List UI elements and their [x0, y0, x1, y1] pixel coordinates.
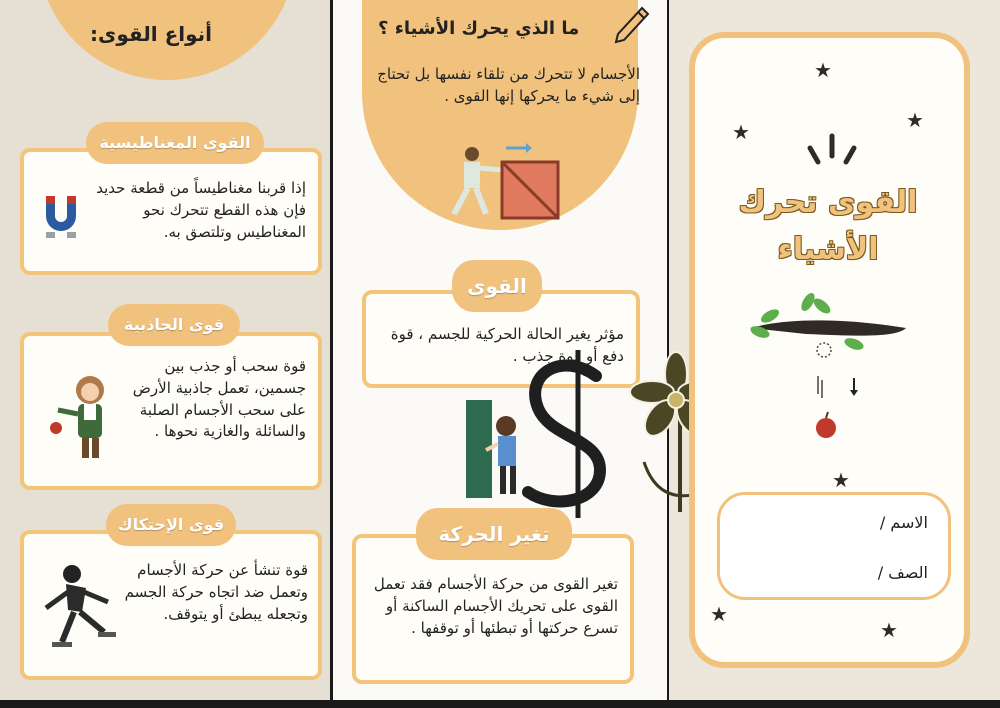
branch-icon	[746, 286, 914, 446]
question-title: ما الذي يحرك الأشياء ؟	[378, 18, 580, 39]
gravity-text: قوة سحب أو جذب بين جسمين، تعمل جاذبية الأرض على سحب الأجسام الصلبة والسائلة والغازية نحوها .	[132, 357, 306, 441]
name-label: الاسم /	[879, 513, 928, 532]
magnetic-card	[20, 148, 322, 275]
friction-text: قوة تنشأ عن حركة الأجسام وتعمل ضد اتجاه حركة الجسم وتجعله يبطئ أو يتوقف.	[124, 561, 308, 623]
star-icon: ★	[906, 108, 924, 132]
pencil-icon	[612, 4, 652, 46]
motion-text: تغير القوى من حركة الأجسام فقد تعمل القوى على تحريك الأجسام الساكنة أو تسرع حركتها أو تبطئها أو توقفها .	[373, 575, 618, 637]
forces-text: مؤثر يغير الحالة الحركية للجسم ، قوة دفع أو قوة جذب .	[390, 325, 624, 365]
cover-title-line2: الأشياء	[777, 231, 879, 267]
box-push-icon	[440, 140, 570, 222]
magnet-icon	[38, 192, 84, 242]
cover-title	[700, 180, 956, 273]
forces-label: القوى	[452, 260, 542, 312]
motion-label: تغير الحركة	[416, 508, 572, 560]
types-title: أنواع القوى:	[90, 22, 213, 46]
star-icon: ★	[814, 58, 832, 82]
friction-label: قوى الإحتكاك	[106, 504, 236, 546]
spark-lines-icon	[800, 132, 864, 168]
class-label: الصف /	[877, 563, 928, 582]
magnetic-text: إذا قربنا مغناطيساً من قطعة حديد فإن هذه القطع تتحرك نحو المغناطيس وتلتصق به.	[96, 179, 306, 241]
star-icon: ★	[732, 120, 750, 144]
student-info-box	[717, 492, 951, 600]
apple-icon	[50, 422, 62, 434]
cover-title-line1: القوى تحرك	[738, 185, 918, 220]
magnetic-label: القوى المغناطيسية	[86, 122, 264, 164]
scientist-icon	[44, 370, 124, 462]
friction-card	[20, 530, 322, 680]
gravity-label: قوى الجاذبية	[108, 304, 240, 346]
question-text: الأجسام لا تتحرك من تلقاء نفسها بل تحتاج إلى شيء ما يحركها إنها القوى .	[377, 65, 640, 105]
star-icon: ★	[710, 602, 728, 626]
apple-icon	[816, 418, 836, 438]
star-icon: ★	[832, 468, 850, 492]
star-icon: ★	[880, 618, 898, 642]
skater-icon	[38, 562, 126, 658]
gravity-card	[20, 332, 322, 490]
